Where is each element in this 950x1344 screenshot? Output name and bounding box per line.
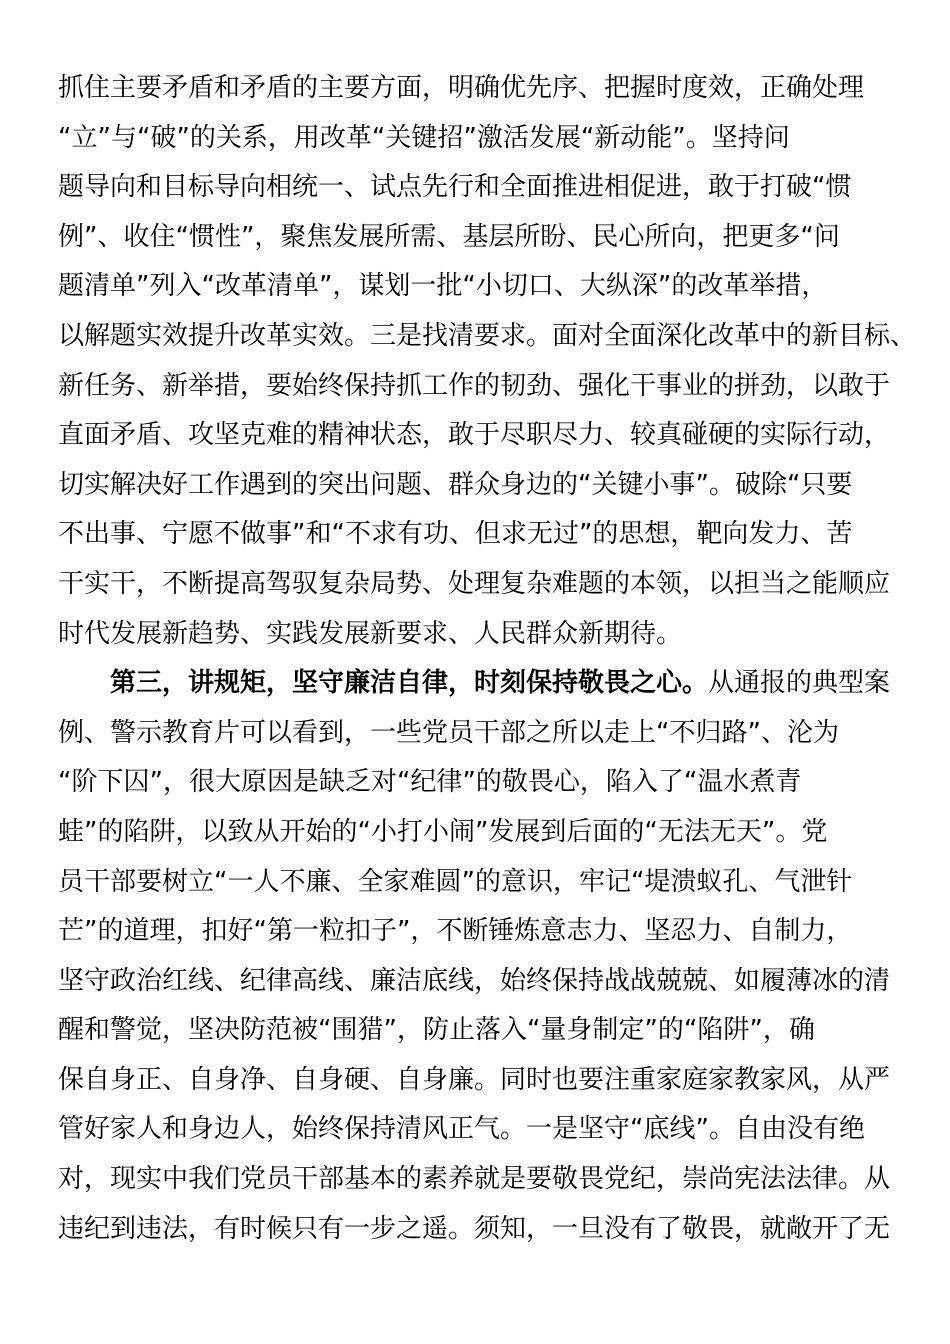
text-line: “阶下囚”，很大原因是缺乏对“纪律”的敬畏心，陷入了“温水煮青: [58, 767, 802, 798]
paragraph-2: [58, 659, 890, 1254]
text-line: 新任务、新举措，要始终保持抓工作的韧劲、强化干事业的拼劲，以敢于: [58, 370, 891, 401]
heading-line-rest: 从通报的典型案: [708, 668, 891, 699]
text-line: 对，现实中我们党员干部基本的素养就是要敬畏党纪，崇尚宪法法律。从: [58, 1164, 891, 1195]
text-line: 例、警示教育片可以看到，一些党员干部之所以走上“不归路”、沦为: [58, 717, 839, 748]
text-line: 员干部要树立“一人不廉、全家难圆”的意识，牢记“堤溃蚁孔、气泄针: [58, 866, 853, 897]
text-line: 坚守政治红线、纪律高线、廉洁底线，始终保持战战兢兢、如履薄冰的清: [58, 965, 891, 996]
text-line: 蛙”的陷阱，以致从开始的“小打小闹”发展到后面的“无法无天”。党: [58, 816, 828, 847]
text-line: 题导向和目标导向相统一、试点先行和全面推进相促进，敢于打破“惯: [58, 172, 852, 203]
text-line: 抓住主要矛盾和矛盾的主要方面，明确优先序、把握时度效，正确处理: [58, 73, 865, 103]
paragraph-1: [58, 64, 917, 659]
text-line: [58, 659, 890, 709]
text-line: 违纪到违法，有时候只有一步之遥。须知，一旦没有了敬畏，就敞开了无: [58, 1213, 891, 1244]
text-line: 切实解决好工作遇到的突出问题、群众身边的“关键小事”。破除“只要: [58, 469, 853, 500]
text-line: 时代发展新趋势、实践发展新要求、人民群众新期待。: [58, 618, 683, 649]
text-line: 芒”的道理，扣好“第一粒扣子”，不断锤炼意志力、坚忍力、自制力，: [58, 916, 853, 947]
section-heading: 第三，讲规矩，坚守廉洁自律，时刻保持敬畏之心。: [110, 668, 709, 699]
text-line: 干实干，不断提高驾驭复杂局势、处理复杂难题的本领，以担当之能顺应: [58, 568, 891, 599]
text-line: 题清单”列入“改革清单”，谋划一批“小切口、大纵深”的改革举措，: [58, 271, 828, 302]
text-line: 管好家人和身边人，始终保持清风正气。一是坚守“底线”。自由没有绝: [58, 1114, 865, 1145]
text-line: 以解题实效提升改革实效。三是找清要求。面对全面深化改革中的新目标、: [58, 320, 917, 351]
body-text: [58, 64, 917, 1254]
text-line: “立”与“破”的关系，用改革“关键招”激活发展“新动能”。坚持问: [58, 122, 790, 153]
text-line: 直面矛盾、攻坚克难的精神状态，敢于尽职尽力、较真碰硬的实际行动，: [58, 420, 891, 451]
text-line: 醒和警觉，坚决防范被“围猎”，防止落入“量身制定”的“陷阱”，确: [58, 1015, 815, 1046]
text-line: 不出事、宁愿不做事”和“不求有功、但求无过”的思想，靶向发力、苦: [58, 519, 853, 550]
text-line: 例”、收住“惯性”，聚焦发展所需、基层所盼、民心所向，把更多“问: [58, 221, 840, 252]
text-line: 保自身正、自身净、自身硬、自身廉。同时也要注重家庭家教家风，从严: [58, 1064, 891, 1095]
